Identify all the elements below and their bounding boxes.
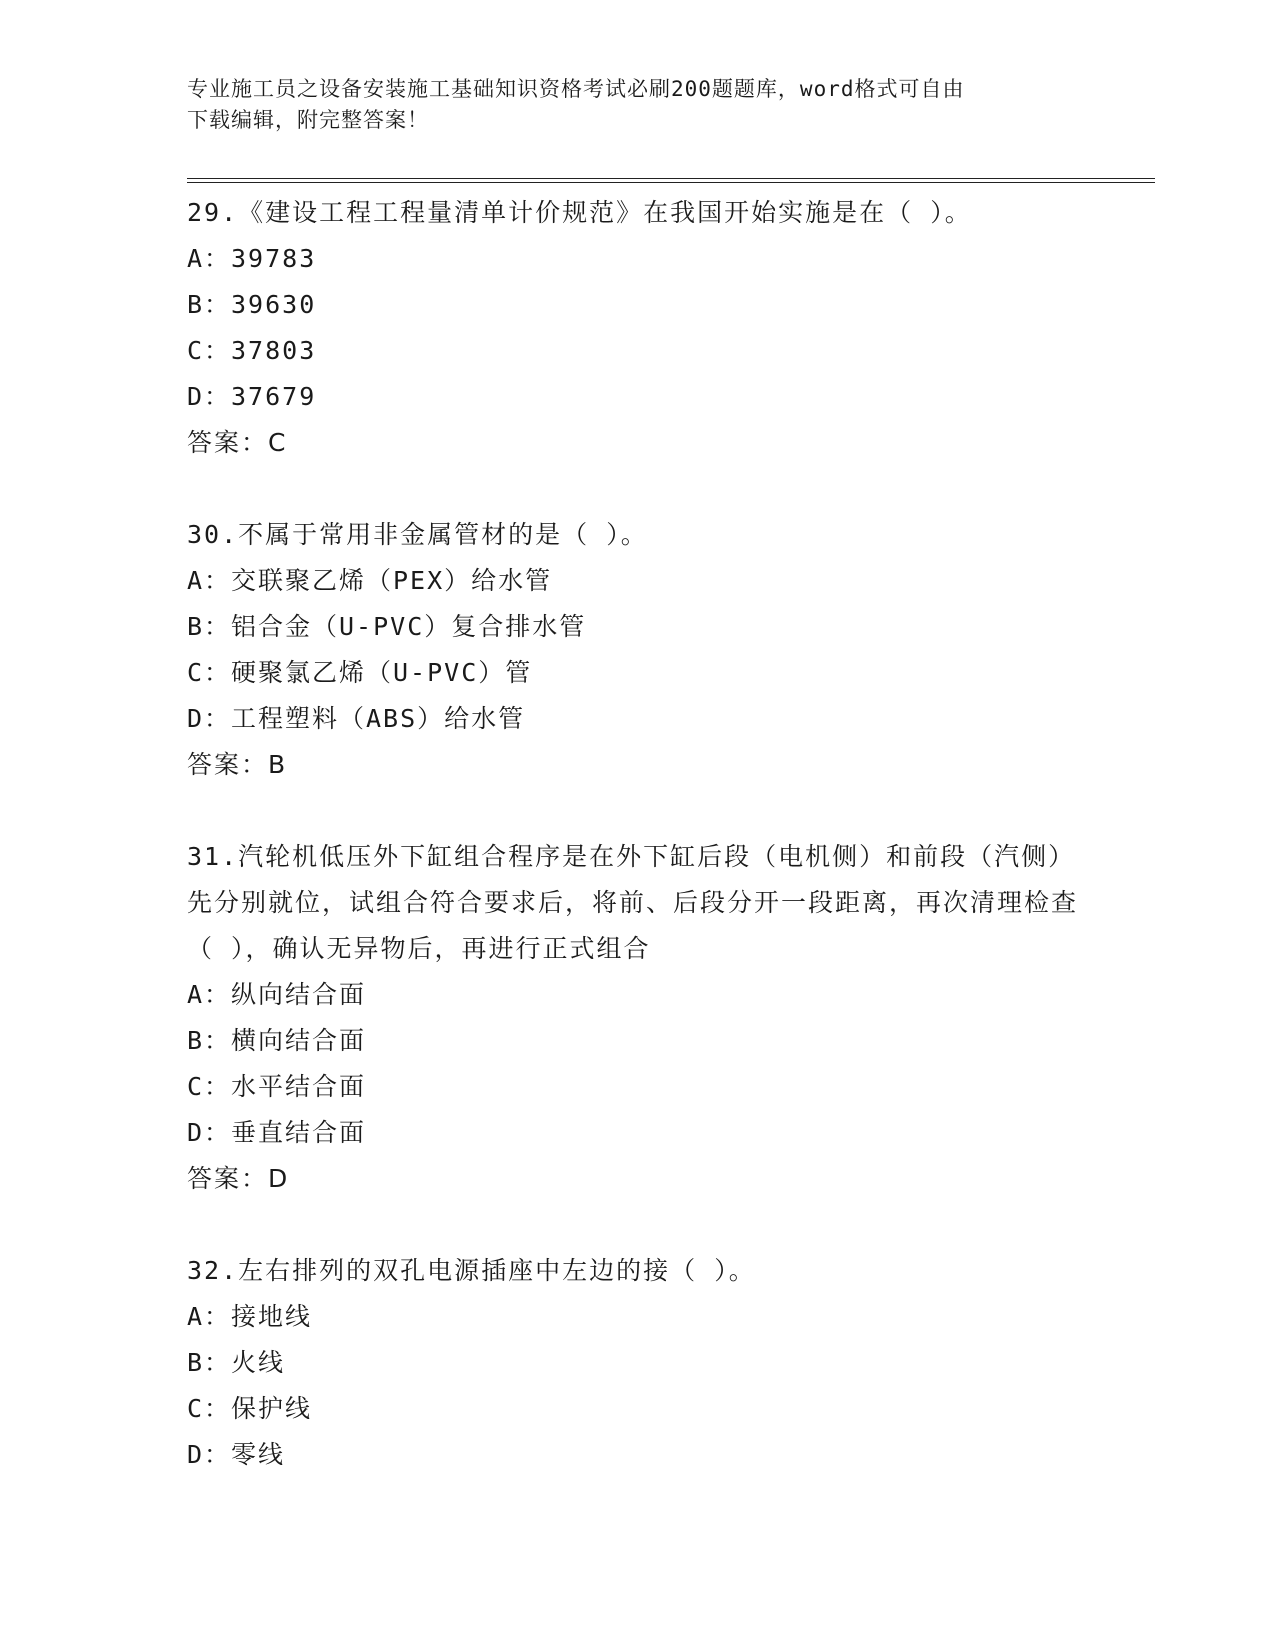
option-d [187,1110,1087,1156]
option-key: A： [187,244,232,273]
option-key: A： [187,1302,232,1331]
option-text: 工程塑料（ABS）给水管 [231,704,526,733]
question-29 [187,190,1087,466]
option-d [187,1432,1087,1478]
option-key: B： [187,1348,232,1377]
option-key: C： [187,658,232,687]
option-text: 水平结合面 [231,1072,367,1101]
question-31 [187,834,1087,1202]
question-list [187,190,1087,1524]
option-key: B： [187,1026,232,1055]
option-text: 交联聚乙烯（PEX）给水管 [231,566,553,595]
option-text: 纵向结合面 [231,980,367,1009]
option-text: 接地线 [231,1302,313,1331]
option-c [187,328,1087,374]
option-key: D： [187,1118,232,1147]
answer-line [187,1156,1087,1202]
question-30 [187,512,1087,788]
option-key: D： [187,382,232,411]
option-text: 39630 [231,290,317,319]
option-text: 铝合金（U-PVC）复合排水管 [231,612,587,641]
answer-line [187,742,1087,788]
question-32 [187,1248,1087,1478]
header-line-2: 下载编辑，附完整答案！ [187,108,429,132]
option-key: A： [187,980,232,1009]
option-b [187,604,1087,650]
question-stem: 32.左右排列的双孔电源插座中左边的接（ ）。 [187,1256,756,1285]
option-c [187,1386,1087,1432]
header-divider-top [187,178,1155,179]
answer-label: 答案： [187,750,269,779]
option-a [187,236,1087,282]
option-key: B： [187,290,232,319]
question-stem: 29.《建设工程工程量清单计价规范》在我国开始实施是在（ ）。 [187,198,972,227]
question-stem: 30.不属于常用非金属管材的是（ ）。 [187,520,648,549]
option-text: 39783 [231,244,317,273]
answer-value: C [268,428,288,457]
header-line-1: 专业施工员之设备安装施工基础知识资格考试必刷200题题库，word格式可自由 [187,77,965,101]
option-text: 保护线 [231,1394,313,1423]
option-key: A： [187,566,232,595]
option-key: D： [187,1440,232,1469]
answer-value: D [268,1164,290,1193]
option-key: C： [187,1394,232,1423]
option-text: 硬聚氯乙烯（U-PVC）管 [231,658,533,687]
option-d [187,374,1087,420]
answer-line [187,420,1087,466]
question-stem: 31.汽轮机低压外下缸组合程序是在外下缸后段（电机侧）和前段（汽侧）先分别就位，试组合符合要求后，将前、后段分开一段距离，再次清理检查（ ），确认无异物后，再进行正式组合 [187,842,1079,963]
option-text: 横向结合面 [231,1026,367,1055]
option-text: 零线 [231,1440,286,1469]
option-c [187,1064,1087,1110]
option-d [187,696,1087,742]
option-a [187,972,1087,1018]
option-text: 垂直结合面 [231,1118,367,1147]
answer-label: 答案： [187,1164,269,1193]
option-c [187,650,1087,696]
option-b [187,1340,1087,1386]
option-key: C： [187,336,232,365]
answer-label: 答案： [187,428,269,457]
option-key: B： [187,612,232,641]
option-b [187,282,1087,328]
option-b [187,1018,1087,1064]
header-divider-bottom [187,182,1155,183]
document-header [187,74,1077,136]
option-a [187,558,1087,604]
answer-value: B [268,750,288,779]
option-a [187,1294,1087,1340]
option-key: D： [187,704,232,733]
option-text: 37803 [231,336,317,365]
option-text: 火线 [231,1348,286,1377]
option-text: 37679 [231,382,317,411]
option-key: C： [187,1072,232,1101]
